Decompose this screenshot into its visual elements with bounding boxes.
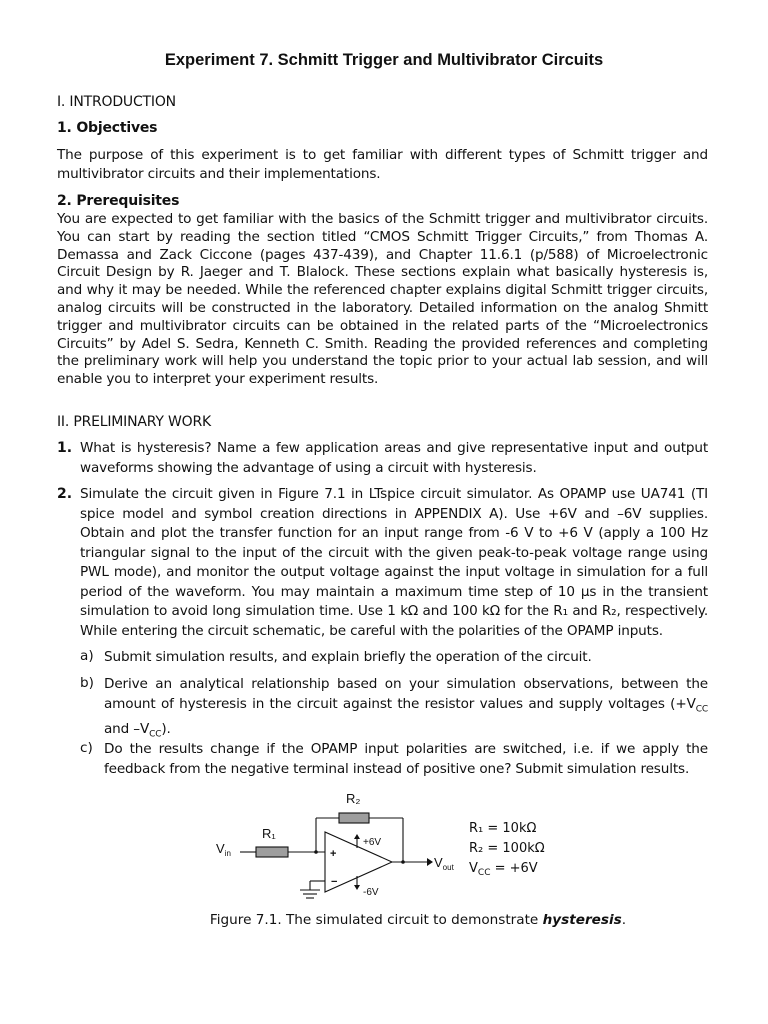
item-2-text: Simulate the circuit given in Figure 7.1 in LTspice circuit simulator. As OPAMP use UA741 (TI spice model and symbol creation directions in APPENDIX A). Use +6V and –6V supplies. Obtain and plot the transfer function for an input range from -6 V to +6 V (apply a 100 Hz triangular signal to the input of the circuit with the given peak-to-peak voltage range using PWL mode), and monitor the output voltage against the input voltage in simulation for a full period of the waveform. You may maintain a maximum time step of 10 µs in the transient simulation to avoid long simulation time. Use 1 kΩ and 100 kΩ for the R₁ and R₂, respectively. While entering the circuit schematic, be careful with the polarities of the OPAMP inputs. (80, 486, 708, 639)
schmitt-trigger-schematic (0, 780, 768, 910)
vcc-subscript-1: CC (695, 704, 708, 715)
figure-caption: Figure 7.1. The simulated circuit to demonstrate hysteresis. (209, 912, 627, 928)
vout-arrow (427, 858, 433, 866)
r1-label: R₁ (262, 826, 276, 841)
vout-label: $V_{out}$ (434, 855, 454, 872)
r2-value-label: R₂ = 100kΩ (469, 841, 545, 856)
subitem-label-c: c) (80, 740, 93, 756)
prerequisites-paragraph: You are expected to get familiar with the basics of the Schmitt trigger and multivibrator circuits. You can start by reading the section titled “CMOS Schmitt Trigger Circuits,” from Thomas A. Demassa and Zack Ciccone (pages 437-439), and Chapter 11.6.1 (p/588) of Microelectronic Circuit Design by R. Jaeger and T. Blalock. These sections explain what basically hysteresis is, and why it may be needed. While the referenced chapter explains digital Schmitt trigger circuits, analog circuits will be constructed in the laboratory. Detailed information on the analog Shmitt trigger and multivibrator circuits can be obtained in the related parts of the “Microelectronics Circuits” by Adel S. Sedra, Kenneth C. Smith. Reading the provided references and completing the preliminary work will help you understand the topic prior to your actual lab session, and will enable you to interpret your experiment results. (57, 211, 708, 388)
negative-supply-label: -6V (363, 887, 379, 898)
caption-emphasis: hysteresis (542, 912, 622, 928)
vin-label: $V_{in}$ (216, 841, 231, 858)
subitem-label-a: a) (80, 648, 94, 664)
section-heading-introduction: I. INTRODUCTION (57, 94, 176, 110)
objectives-paragraph: The purpose of this experiment is to get familiar with different types of Schmitt trigger and multivibrator circuits and their implementations. (57, 147, 708, 182)
r2-resistor (339, 813, 369, 823)
subitem-c-text: Do the results change if the OPAMP input polarities are switched, i.e. if we apply the feedback from the negative terminal instead of positive one? Submit simulation results. (104, 741, 708, 777)
node-dot-noninv (314, 850, 318, 854)
subitem-a-text: Submit simulation results, and explain briefly the operation of the circuit. (104, 649, 592, 665)
positive-supply-arrow (354, 834, 360, 839)
r2-label: R₂ (346, 791, 361, 806)
node-dot-output (401, 860, 405, 864)
subitem-label-b: b) (80, 675, 94, 691)
r1-resistor (256, 847, 288, 857)
subitem-b-text-mid: and –V (104, 720, 150, 737)
vcc-value-label: $V_{CC} = +6V$ (469, 861, 538, 878)
item-number-2: 2. (57, 486, 73, 502)
subitem-b-text-end: ). (161, 720, 171, 737)
subitem-b-text-main: Derive an analytical relationship based on your simulation observations, between the amount of hysteresis in the circuit against the resistor values and supply voltages (+V (104, 676, 708, 712)
document-title: Experiment 7. Schmitt Trigger and Multivibrator Circuits (164, 51, 604, 69)
subitem-b-text (104, 675, 708, 745)
subheading-objectives: 1. Objectives (57, 120, 158, 136)
inverting-input-sign: − (331, 876, 338, 888)
noninverting-input-sign: + (330, 848, 337, 860)
positive-supply-label: +6V (363, 837, 382, 848)
negative-supply-arrow (354, 885, 360, 890)
section-heading-preliminary-work: II. PRELIMINARY WORK (57, 414, 211, 430)
item-number-1: 1. (57, 440, 73, 456)
vcc-subscript-2: CC (149, 729, 162, 740)
subheading-prerequisites: 2. Prerequisites (57, 193, 180, 209)
item-1-text: What is hysteresis? Name a few application areas and give representative input and output waveforms showing the advantage of using a circuit with hysteresis. (80, 440, 708, 476)
r1-value-label: R₁ = 10kΩ (469, 821, 537, 836)
